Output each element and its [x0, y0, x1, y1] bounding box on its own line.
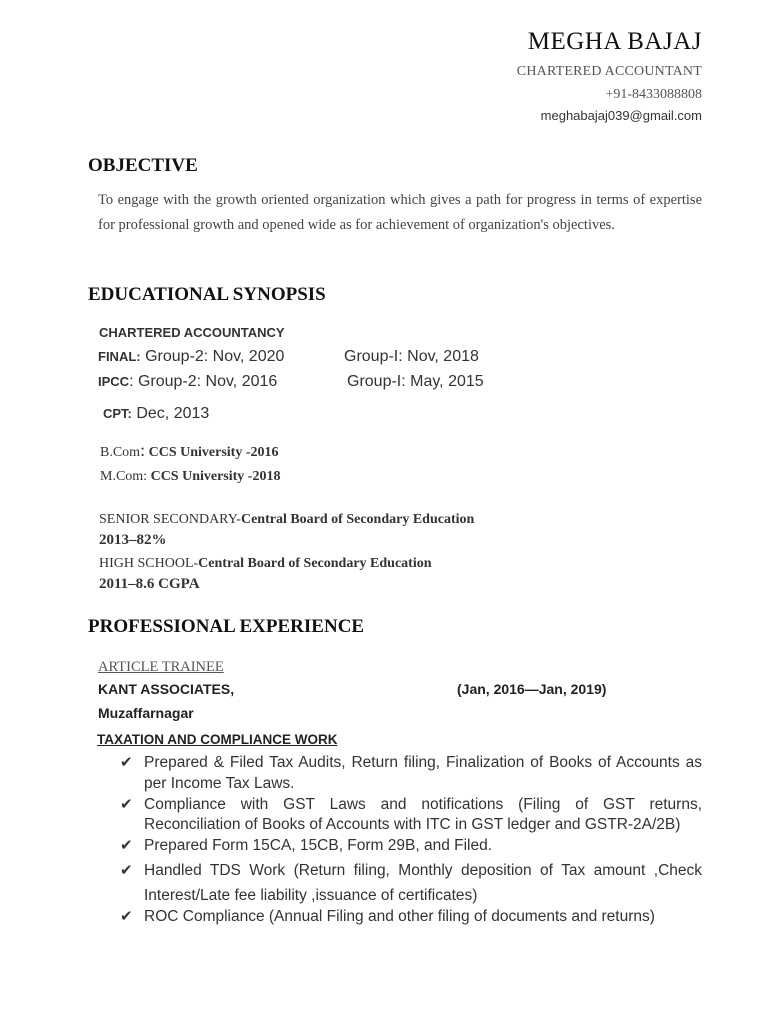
education-heading: EDUCATIONAL SYNOPSIS — [88, 284, 326, 305]
bcom-value: CCS University -2016 — [148, 445, 279, 460]
cpt-value: Dec, 2013 — [136, 405, 210, 422]
list-item — [120, 795, 702, 835]
final-group1: Group-I: Nov, 2018 — [344, 348, 479, 365]
checkmark-icon: ✔ — [120, 837, 133, 854]
candidate-name: MEGHA BAJAJ — [527, 28, 702, 55]
list-item — [120, 836, 702, 856]
senior-result: 2013–82% — [99, 532, 167, 548]
high-school-row — [99, 556, 432, 572]
mcom-value: CCS University -2018 — [150, 469, 281, 484]
ca-cpt-row — [103, 405, 209, 423]
experience-heading: PROFESSIONAL EXPERIENCE — [88, 616, 365, 637]
mcom-row — [100, 469, 280, 485]
checkmark-icon: ✔ — [120, 862, 133, 879]
final-group2: Group-2: Nov, 2020 — [145, 348, 285, 365]
work-section-title: TAXATION AND COMPLIANCE WORK — [97, 732, 338, 747]
list-item-text: Prepared & Filed Tax Audits, Return filing, Finalization of Books of Accounts as per Income Tax Laws. — [144, 754, 702, 792]
phone-number: +91-8433088808 — [605, 87, 702, 102]
candidate-title: CHARTERED ACCOUNTANT — [516, 64, 702, 79]
cpt-label: CPT: — [103, 406, 132, 421]
senior-label: SENIOR SECONDARY- — [99, 512, 241, 527]
firm-city: Muzaffarnagar — [98, 705, 194, 721]
senior-secondary-row — [99, 512, 474, 528]
objective-heading: OBJECTIVE — [88, 155, 198, 176]
list-item-text: Compliance with GST Laws and notifications (Filing of GST returns, Reconciliation of Books of Accounts with ITC in GST ledger and GSTR-2A/2B) — [144, 796, 702, 833]
list-item-text: Handled TDS Work (Return filing, Monthly deposition of Tax amount ,Check Interest/Late fee liability ,issuance of certificates) — [144, 862, 702, 904]
employment-period: (Jan, 2016—Jan, 2019) — [457, 681, 607, 697]
high-label: HIGH SCHOOL- — [99, 556, 199, 571]
ipcc-group2: : Group-2: Nov, 2016 — [129, 373, 278, 390]
high-result: 2011–8.6 CGPA — [99, 576, 200, 592]
ca-title: CHARTERED ACCOUNTANCY — [99, 325, 285, 340]
list-item — [120, 908, 702, 926]
ca-ipcc-row — [98, 373, 277, 391]
ipcc-label: IPCC — [98, 374, 130, 389]
objective-text: To engage with the growth oriented organization which gives a path for progress in terms of expertise for professional growth and opened wide as for achievement of organization's objectives. — [98, 192, 702, 233]
high-board: Central Board of Secondary Education — [198, 556, 432, 571]
checkmark-icon: ✔ — [120, 754, 133, 771]
ipcc-group1: Group-I: May, 2015 — [347, 373, 484, 390]
list-item — [120, 752, 702, 794]
list-item — [120, 858, 702, 908]
checkmark-icon: ✔ — [120, 908, 133, 925]
bcom-colon: : — [140, 440, 146, 460]
checkmark-icon: ✔ — [120, 796, 133, 813]
list-item-text: ROC Compliance (Annual Filing and other filing of documents and returns) — [144, 908, 655, 925]
final-label: FINAL: — [98, 349, 141, 364]
article-trainee-title: ARTICLE TRAINEE — [98, 659, 224, 675]
bcom-row — [100, 440, 278, 461]
email-address[interactable]: meghabajaj039@gmail.com — [540, 108, 702, 123]
list-item-text: Prepared Form 15CA, 15CB, Form 29B, and Filed. — [144, 837, 493, 854]
mcom-label: M.Com: — [100, 469, 148, 484]
bcom-label: B.Com — [100, 445, 141, 460]
firm-name: KANT ASSOCIATES, — [98, 681, 235, 697]
ca-final-row — [98, 348, 284, 366]
work-list — [120, 752, 702, 926]
senior-board: Central Board of Secondary Education — [240, 512, 475, 527]
